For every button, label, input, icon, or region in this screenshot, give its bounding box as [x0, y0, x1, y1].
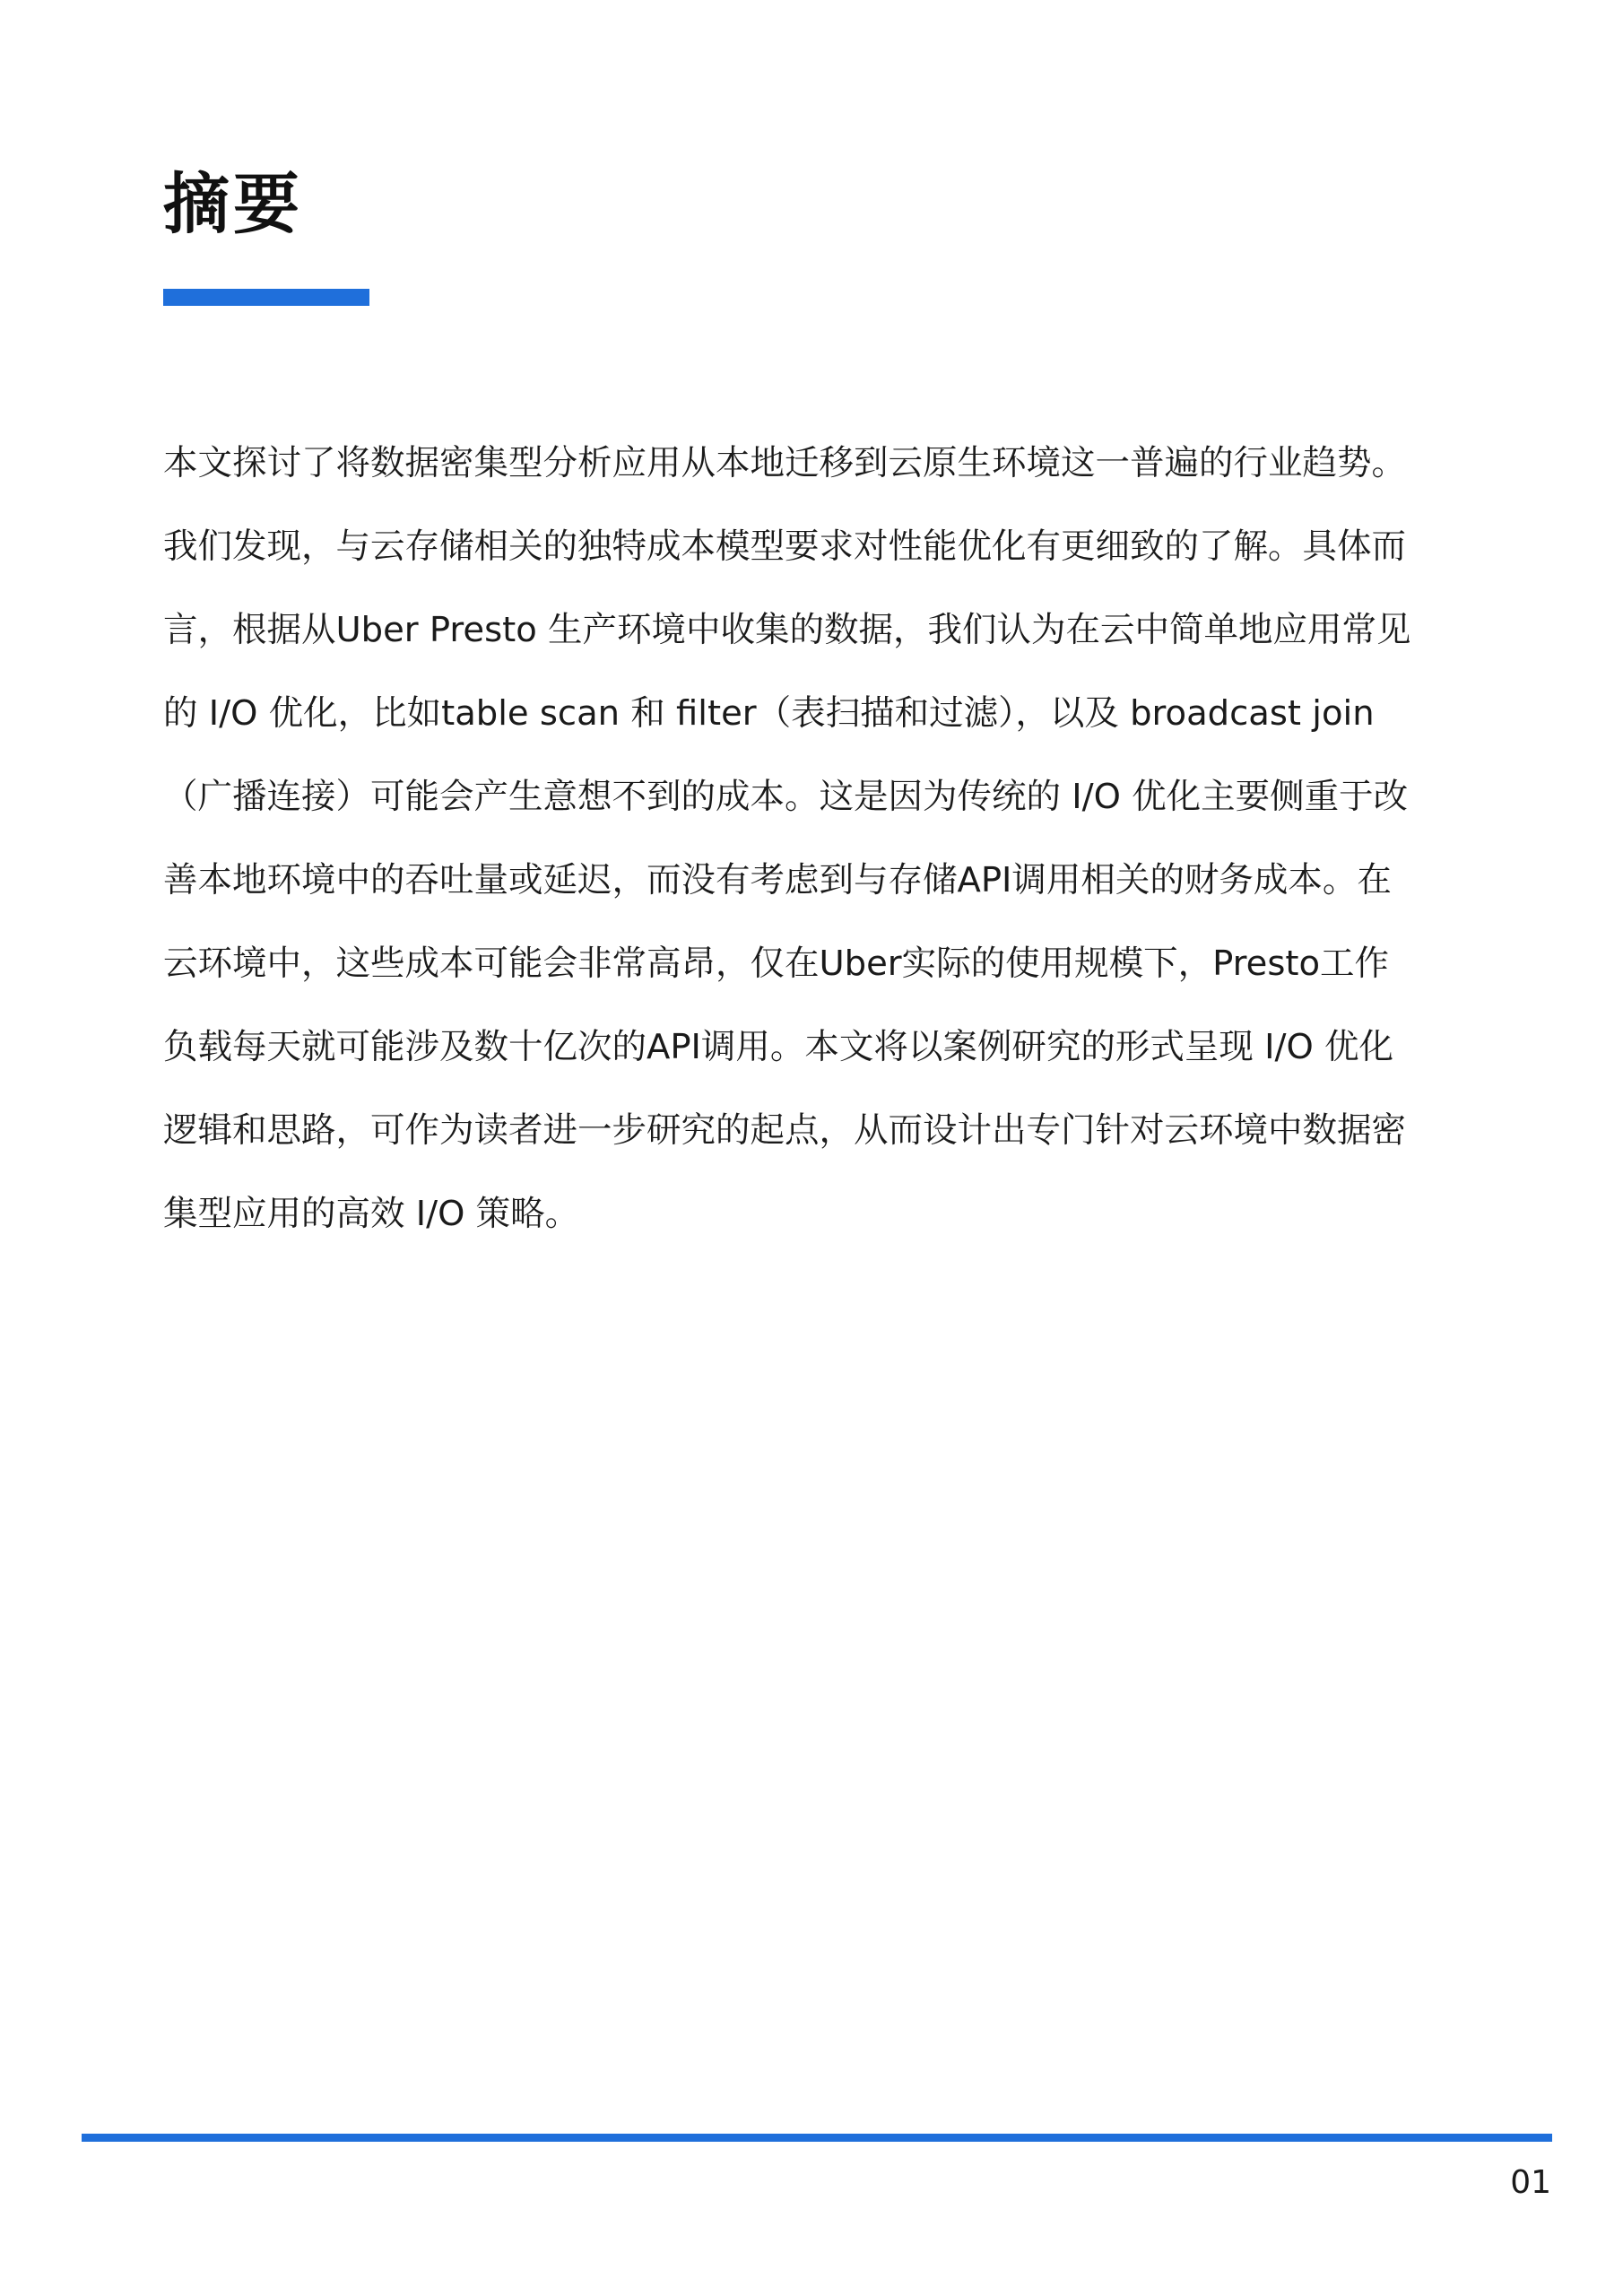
page-number: 01 — [1510, 2164, 1551, 2201]
footer-rule — [82, 2134, 1552, 2142]
title-underline — [163, 289, 369, 306]
abstract-line: 的 I/O 优化，比如table scan 和 filter（表扫描和过滤），以及 broadcast join — [163, 693, 1375, 734]
abstract-line: 本文探讨了将数据密集型分析应用从本地迁移到云原生环境这一普遍的行业趋势。 — [163, 443, 1407, 483]
abstract-line: （广播连接）可能会产生意想不到的成本。这是因为传统的 I/O 优化主要侧重于改 — [163, 777, 1409, 817]
abstract-body — [163, 422, 1472, 1256]
page-title: 摘要 — [163, 166, 303, 243]
abstract-line: 负载每天就可能涉及数十亿次的API调用。本文将以案例研究的形式呈现 I/O 优化 — [163, 1027, 1394, 1067]
abstract-line: 善本地环境中的吞吐量或延迟，而没有考虑到与存储API调用相关的财务成本。在 — [163, 860, 1392, 900]
abstract-line: 逻辑和思路，可作为读者进一步研究的起点，从而设计出专门针对云环境中数据密 — [163, 1110, 1407, 1151]
abstract-line: 我们发现，与云存储相关的独特成本模型要求对性能优化有更细致的了解。具体而 — [163, 526, 1407, 567]
abstract-line: 集型应用的高效 I/O 策略。 — [163, 1194, 580, 1234]
abstract-line: 云环境中，这些成本可能会非常高昂，仅在Uber实际的使用规模下，Presto工作 — [163, 944, 1390, 984]
abstract-line: 言，根据从Uber Presto 生产环境中收集的数据，我们认为在云中简单地应用常见 — [163, 610, 1411, 650]
